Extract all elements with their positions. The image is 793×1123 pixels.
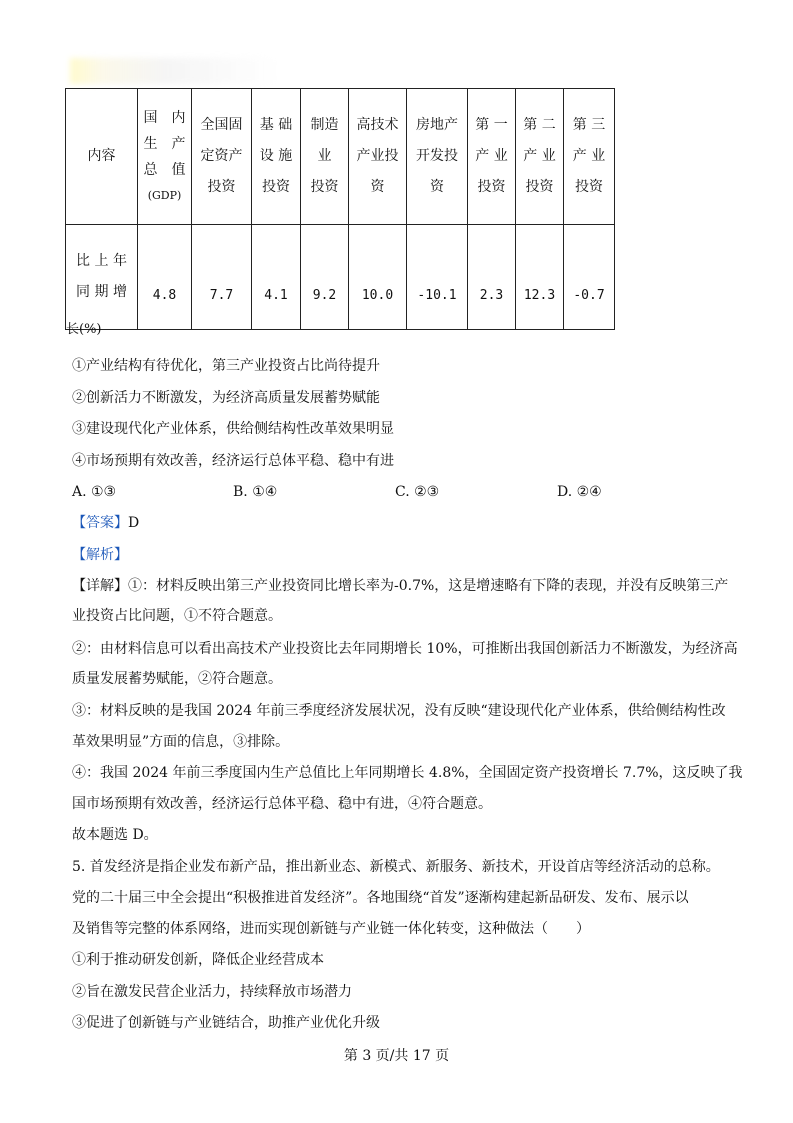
header-text: 投资 <box>477 179 506 195</box>
statement-4: ④市场预期有效改善，经济运行总体平稳、稳中有进 <box>72 453 394 469</box>
statistics-table <box>65 88 615 330</box>
option-a: A. ①③ <box>72 484 117 500</box>
question-5-statement: ①利于推动研发创新，降低企业经营成本 <box>72 952 324 968</box>
question-5-statement: ②旨在激发民营企业活力，持续释放市场潜力 <box>72 984 352 1000</box>
header-text: 开发投 <box>416 148 458 164</box>
conclusion-line: 故本题选 D。 <box>72 827 158 843</box>
cell-value: 4.1 <box>264 287 288 303</box>
header-cell-infrastructure <box>252 89 301 225</box>
table-row <box>66 225 615 330</box>
value-cell-tertiary <box>564 225 615 330</box>
explanation-line: 革效果明显”方面的信息，③排除。 <box>72 734 290 750</box>
header-text: 第 一 <box>475 117 508 133</box>
row-label-text: 比 上 年 <box>76 253 127 269</box>
cell-value: -10.1 <box>417 287 457 303</box>
cell-value: -0.7 <box>573 287 605 303</box>
header-text: 投资 <box>207 179 236 195</box>
header-text: 业 <box>317 148 332 164</box>
cell-value: 4.8 <box>152 287 177 303</box>
header-cell-content <box>66 89 138 225</box>
question-5-statement: ③促进了创新链与产业链结合，助推产业优化升级 <box>72 1015 380 1031</box>
option-c: C. ②③ <box>395 484 440 500</box>
value-cell-fixed-asset <box>192 225 252 330</box>
header-text: 投资 <box>310 179 339 195</box>
header-text: 投资 <box>262 179 290 195</box>
header-text: 总 值 <box>143 161 186 178</box>
value-cell-high-tech <box>349 225 407 330</box>
header-text: 基 础 <box>259 117 293 133</box>
header-text: 国 内 <box>143 109 186 126</box>
header-cell-primary <box>468 89 516 225</box>
cell-value: 12.3 <box>523 287 556 303</box>
header-cell-tertiary <box>564 89 615 225</box>
question-5-line: 5. 首发经济是指企业发布新产品，推出新业态、新模式、新服务、新技术，开设首店等经济活动的总称。 <box>72 859 720 875</box>
explanation-text: ①：材料反映出第三产业投资同比增长率为-0.7%，这是增速略有下降的表现，并没有反映第三产 <box>128 578 729 594</box>
header-text: 定资产 <box>200 148 243 164</box>
analysis-line <box>72 545 128 565</box>
value-cell-real-estate <box>407 225 468 330</box>
explanation-line: 业投资占比问题，①不符合题意。 <box>72 608 282 624</box>
header-text: (GDP) <box>147 188 182 202</box>
header-text: 产 业 <box>475 148 508 164</box>
analysis-label: 【解析】 <box>72 547 128 563</box>
header-text: 房地产 <box>416 117 458 133</box>
header-text: 制造 <box>310 117 339 133</box>
header-text: 投资 <box>575 179 603 195</box>
header-cell-real-estate <box>407 89 468 225</box>
answer-label: 【答案】 <box>72 515 128 531</box>
statement-1: ①产业结构有待优化，第三产业投资占比尚待提升 <box>72 358 380 374</box>
row-label-overflow: 长(%) <box>66 322 102 337</box>
answer-value: D <box>128 515 140 531</box>
header-text: 投资 <box>525 179 554 195</box>
explanation-line: 国市场预期有效改善，经济运行总体平稳、稳中有进，④符合题意。 <box>72 796 492 812</box>
option-d: D. ②④ <box>557 484 602 500</box>
header-text: 产 业 <box>572 148 606 164</box>
cell-value: 9.2 <box>312 287 337 303</box>
explanation-line: ④：我国 2024 年前三季度国内生产总值比上年同期增长 4.8%，全国固定资产投资增长 7.7%，这反映了我 <box>72 765 743 781</box>
detail-label: 【详解】 <box>72 578 128 594</box>
header-text: 内容 <box>87 148 116 164</box>
value-cell-primary <box>468 225 516 330</box>
statement-3: ③建设现代化产业体系，供给侧结构性改革效果明显 <box>72 421 394 437</box>
row-label-cell <box>66 225 138 330</box>
cell-value: 7.7 <box>209 287 234 303</box>
header-text: 资 <box>370 179 385 195</box>
header-text: 全国固 <box>200 117 243 133</box>
answer-line <box>72 513 139 533</box>
value-cell-infrastructure <box>252 225 301 330</box>
question-5-line: 党的二十届三中全会提出“积极推进首发经济”。各地围绕“首发”逐渐构建起新品研发、发布、展示以 <box>72 890 689 906</box>
header-cell-fixed-asset <box>192 89 252 225</box>
value-cell-manufacturing <box>301 225 349 330</box>
row-label-text: 同 期 增 <box>76 284 127 300</box>
header-text: 第 三 <box>572 117 606 133</box>
option-b: B. ①④ <box>233 484 278 500</box>
header-text: 第 二 <box>523 117 556 133</box>
header-cell-manufacturing <box>301 89 349 225</box>
header-text: 高技术 <box>356 117 399 133</box>
statement-2: ②创新活力不断激发，为经济高质量发展蓄势赋能 <box>72 390 380 406</box>
header-text: 资 <box>430 179 444 195</box>
table-header-row <box>66 89 615 225</box>
page-footer: 第 3 页/共 17 页 <box>343 1048 450 1064</box>
explanation-line: ②：由材料信息可以看出高技术产业投资比去年同期增长 10%，可推断出我国创新活力不断激发，为经济高 <box>72 641 738 657</box>
header-cell-secondary <box>516 89 564 225</box>
header-text: 产业投 <box>356 148 399 164</box>
cell-value: 2.3 <box>479 287 504 303</box>
explanation-line: ③：材料反映的是我国 2024 年前三季度经济发展状况，没有反映“建设现代化产业体系，供给侧结构性改 <box>72 703 726 719</box>
question-5-line: 及销售等完整的体系网络，进而实现创新链与产业链一体化转变，这种做法（ ） <box>72 921 590 937</box>
value-cell-gdp <box>138 225 192 330</box>
explanation-line <box>72 576 728 596</box>
scan-smudge <box>70 58 280 84</box>
header-cell-gdp <box>138 89 192 225</box>
header-text: 设 施 <box>259 148 293 164</box>
header-text: 生 产 <box>143 135 186 152</box>
header-cell-high-tech <box>349 89 407 225</box>
explanation-line: 质量发展蓄势赋能，②符合题意。 <box>72 671 282 687</box>
cell-value: 10.0 <box>361 287 394 303</box>
value-cell-secondary <box>516 225 564 330</box>
header-text: 产 业 <box>523 148 556 164</box>
